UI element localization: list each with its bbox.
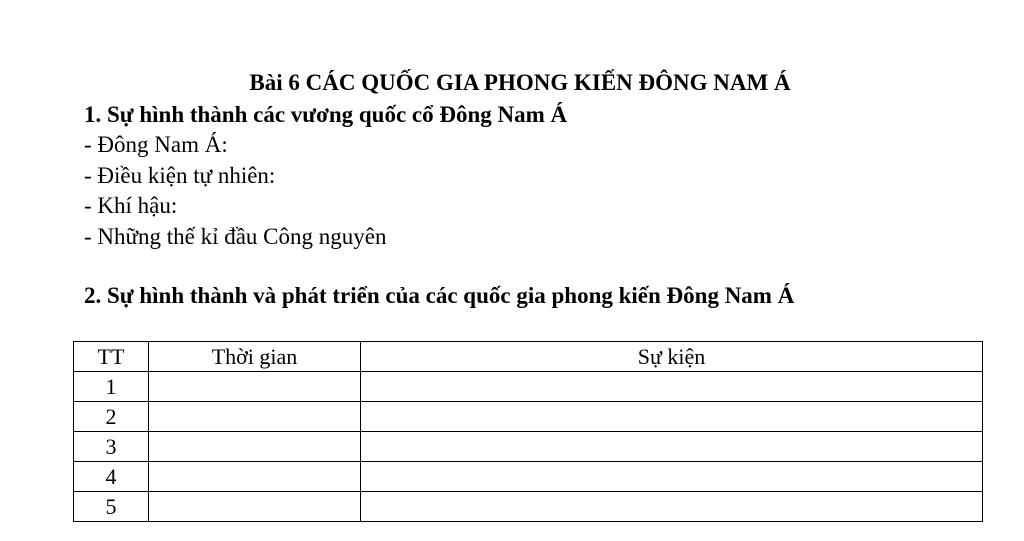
events-table bbox=[73, 341, 983, 522]
event-cell[interactable] bbox=[361, 462, 983, 492]
row-number: 4 bbox=[74, 462, 149, 492]
table-row bbox=[74, 402, 983, 432]
table-row bbox=[74, 462, 983, 492]
table-row bbox=[74, 492, 983, 522]
row-number: 1 bbox=[74, 372, 149, 402]
event-cell[interactable] bbox=[361, 492, 983, 522]
header-event: Sự kiện bbox=[361, 342, 983, 372]
event-cell[interactable] bbox=[361, 372, 983, 402]
row-number: 3 bbox=[74, 432, 149, 462]
header-tt: TT bbox=[74, 342, 149, 372]
section-1-heading: 1. Sự hình thành các vương quốc cổ Đông Nam Á bbox=[84, 102, 568, 127]
time-cell[interactable] bbox=[149, 402, 361, 432]
table-header-row bbox=[74, 342, 983, 372]
time-cell[interactable] bbox=[149, 372, 361, 402]
row-number: 5 bbox=[74, 492, 149, 522]
lesson-title: Bài 6 CÁC QUỐC GIA PHONG KIẾN ĐÔNG NAM Á bbox=[249, 70, 791, 95]
table-row bbox=[74, 432, 983, 462]
time-cell[interactable] bbox=[149, 432, 361, 462]
section-1-line-2: - Điều kiện tự nhiên: bbox=[84, 163, 276, 188]
table-row bbox=[74, 372, 983, 402]
row-number: 2 bbox=[74, 402, 149, 432]
section-1-line-4: - Những thế kỉ đầu Công nguyên bbox=[84, 224, 387, 249]
event-cell[interactable] bbox=[361, 432, 983, 462]
section-1-line-3: - Khí hậu: bbox=[84, 193, 178, 218]
section-1-line-1: - Đông Nam Á: bbox=[84, 132, 228, 157]
header-time: Thời gian bbox=[149, 342, 361, 372]
time-cell[interactable] bbox=[149, 462, 361, 492]
time-cell[interactable] bbox=[149, 492, 361, 522]
event-cell[interactable] bbox=[361, 402, 983, 432]
section-2-heading: 2. Sự hình thành và phát triển của các quốc gia phong kiến Đông Nam Á bbox=[84, 283, 795, 308]
